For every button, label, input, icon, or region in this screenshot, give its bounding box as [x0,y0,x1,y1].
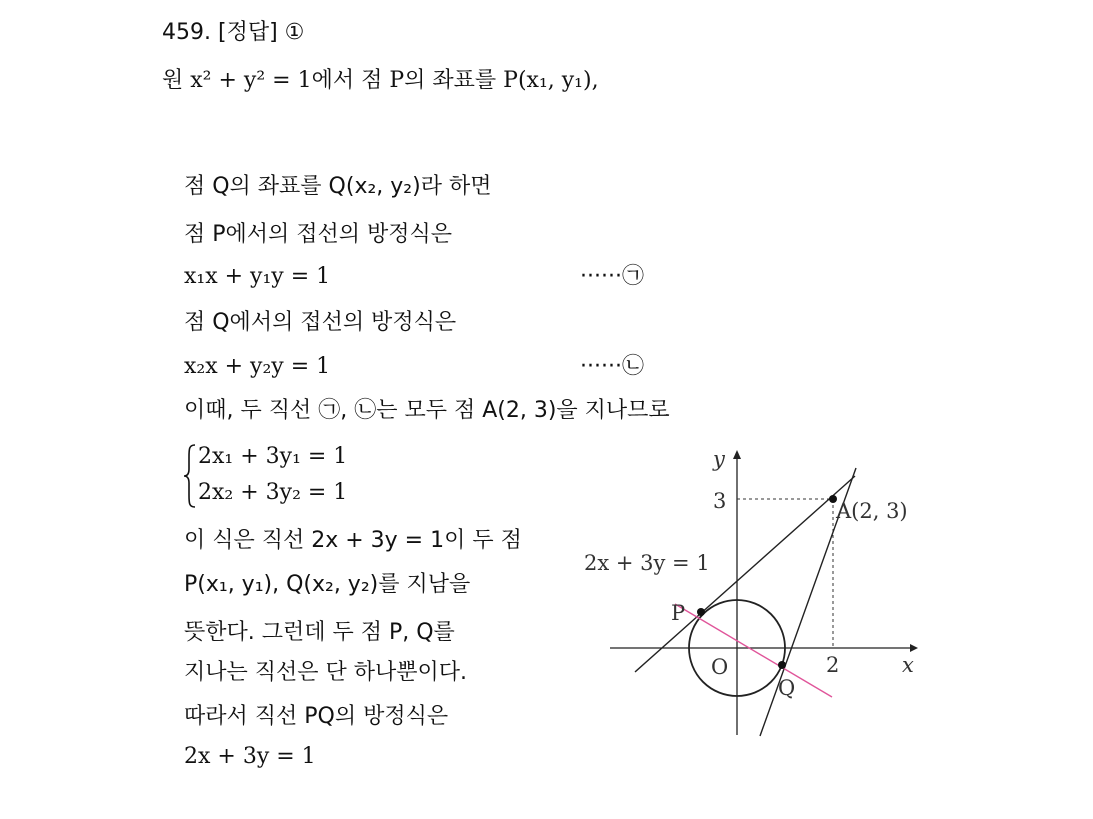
intro-text2: 의 좌표를 [404,68,497,93]
polar-line [675,604,832,697]
line-tangent-p: 점 P에서의 접선의 방정식은 [184,222,453,247]
intro-p-coordinate: P(x₁, y₁), [503,68,599,93]
intro-word: 원 [162,68,184,93]
answer-mark: ① [284,20,305,45]
point-a-label: A(2, 3) [836,499,908,523]
line-q-coordinate: 점 Q의 좌표를 Q(x₂, y₂)라 하면 [184,174,492,199]
system-eq-1: 2x₁ + 3y₁ = 1 [198,444,348,469]
x-axis-arrow [910,644,918,652]
point-q-dot [778,661,786,669]
system-eq-2: 2x₂ + 3y₂ = 1 [198,480,348,505]
y-axis-arrow [733,450,741,459]
intro-text1: 에서 점 [311,68,383,93]
intro-point-p: P [389,68,405,93]
line-unique-line: 지나는 직선은 단 하나뿐이다. [184,660,467,685]
line-polar-meaning-2: P(x₁, y₁), Q(x₂, y₂)를 지남을 [184,572,471,597]
tick-label-2: 2 [826,653,840,677]
tangent-equation-1: x₁x + y₁y = 1 [184,264,331,289]
final-equation: 2x + 3y = 1 [184,744,316,769]
tick-label-3: 3 [713,489,727,513]
line-conclusion: 따라서 직선 PQ의 방정식은 [184,704,449,729]
point-p-label: P [671,601,686,625]
intro-line [162,66,599,96]
answer-label: [정답] [217,20,278,45]
point-p-dot [697,608,705,616]
system-brace [183,443,197,509]
line-polar-meaning-1: 이 식은 직선 2x + 3y = 1이 두 점 [184,528,522,553]
point-q-label: Q [778,676,796,700]
circle-equation: x² + y² = 1 [190,68,312,93]
problem-header [162,18,304,48]
line-polar-meaning-3: 뜻한다. 그런데 두 점 P, Q를 [184,620,455,645]
line-tangent-q: 점 Q에서의 접선의 방정식은 [184,310,457,335]
x-axis-label: x [902,653,914,677]
origin-label: O [711,655,729,679]
tag-2: ······㉡ [580,354,644,379]
tag-1: ······㉠ [580,264,644,289]
polar-line-label: 2x + 3y = 1 [584,551,710,575]
figure-graph [580,440,930,740]
y-axis-label: y [713,447,725,471]
tangent-equation-2: x₂x + y₂y = 1 [184,354,331,379]
line-through-a: 이때, 두 직선 ㉠, ㉡는 모두 점 A(2, 3)을 지나므로 [184,398,670,423]
problem-number: 459. [162,20,211,45]
